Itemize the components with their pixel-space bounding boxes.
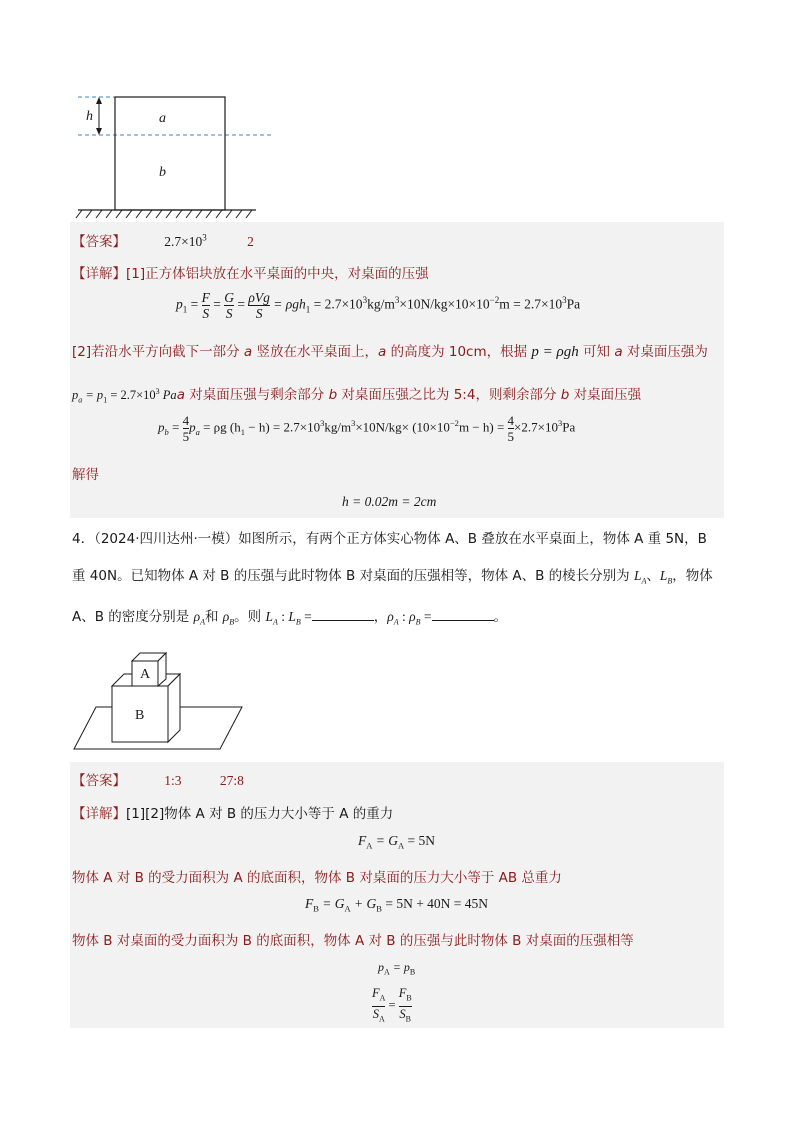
label-cube-a: A xyxy=(140,667,151,682)
detail-row-5: 物体 A 对 B 的受力面积为 A 的底面积，物体 B 对桌面的压力大小等于 AB 总重力 xyxy=(72,870,562,886)
figure-blocks-a-b xyxy=(70,88,290,220)
answer-value-3: 1:3 xyxy=(164,773,182,788)
equation-fraction-equal: $\frac{F_A}{S_A}$ = $\frac{F_B}{S_B}$ xyxy=(372,986,412,1026)
detail-row-1 xyxy=(72,262,429,282)
cube-b-side xyxy=(168,674,180,742)
answer-row-2 xyxy=(72,769,244,789)
detail-text-1: [1]正方体铝块放在水平桌面的中央，对桌面的压强 xyxy=(126,266,429,282)
equation-force-a: $F_A = G_A = 5N$ xyxy=(358,833,436,851)
detail-solve-label: 解得 xyxy=(72,467,99,483)
ground-hatch xyxy=(76,210,252,218)
label-h: h xyxy=(86,109,93,124)
answer-row-1 xyxy=(72,230,254,250)
answer-label-2: 【答案】 xyxy=(72,773,126,789)
detail-row-6: 物体 B 对桌面的受力面积为 B 的底面积，物体 A 对 B 的压强与此时物体 B 对桌面的压强相等 xyxy=(72,933,634,949)
figure-cubes-a-b xyxy=(72,645,252,755)
answer-label: 【答案】 xyxy=(72,234,126,250)
answer-value-2: 2 xyxy=(247,234,254,249)
equation-force-b: $F_B = G_A + G_B = 5N + 40N = 45N$ xyxy=(305,896,489,914)
detail-label-2: 【详解】 xyxy=(72,806,126,822)
question-4-line-3: A、B 的密度分别是 $\rho_A$和 $\rho_B$。则 $L_A$ : $L_B$ = ，$\rho_A$ : $\rho_B$ = 。 xyxy=(72,609,508,627)
block-outline xyxy=(115,97,225,210)
answer-blank-2[interactable] xyxy=(432,608,494,621)
equation-result-h: h = 0.02m = 2cm xyxy=(342,494,437,509)
equation-pressure-2: $p_b$ = $\frac{4}{5}$ $p_a = \rho g$ $(h_1 - h) = 2.7\times 10^3kg/m^3\times 10N/kg\times (10\times 10^{-2}m - h)$ = $\frac{4}{5}$ $\times 2.7\times 10^3Pa$ xyxy=(158,413,576,444)
answer-value-4: 27:8 xyxy=(219,773,244,788)
label-cube-b: B xyxy=(135,708,145,723)
label-b: b xyxy=(159,165,166,180)
equation-pressure-equal: $p_A = p_B$ xyxy=(378,960,416,977)
equation-pressure-1: $p_1$ = $\frac{F}{S}$ = $\frac{G}{S}$ = $\frac{\text{ρVg}}{S}$ = $\rho gh_1 = 2.7\times 10^3kg/m^3\times 10N/kg\times 10\times 10^{-2}m = 2.7\times 10^3Pa$ xyxy=(176,290,581,321)
question-4-line-1: 4．（2024·四川达州·一模）如图所示，有两个正方体实心物体 A、B 叠放在水平桌面上，物体 A 重 5N，B xyxy=(72,531,707,547)
arrow-head-down xyxy=(96,128,102,135)
detail-row-2: [2]若沿水平方向截下一部分 a 竖放在水平桌面上，a 的高度为 10cm，根据 p = ρgh 可知 a 对桌面压强为 xyxy=(72,344,708,360)
question-4-line-2: 重 40N。已知物体 A 对 B 的压强与此时物体 B 对桌面的压强相等，物体 A、B 的棱长分别为 $L_A$、$L_B$，物体 xyxy=(72,568,713,586)
label-a: a xyxy=(159,111,166,126)
detail-row-3: $p_a = p_1 = 2.7\times 10^3$ Paa 对桌面压强与剩余部分 b 对桌面压强之比为 5:4，则剩余部分 b 对桌面压强 xyxy=(72,386,642,405)
answer-blank-1[interactable] xyxy=(312,608,374,621)
answer-value-1: $2.7\times 10^3$ xyxy=(164,232,207,249)
detail-row-4: 【详解】[1][2]物体 A 对 B 的压力大小等于 A 的重力 xyxy=(72,806,394,822)
detail-label: 【详解】 xyxy=(72,266,126,282)
arrow-head-up xyxy=(96,97,102,104)
